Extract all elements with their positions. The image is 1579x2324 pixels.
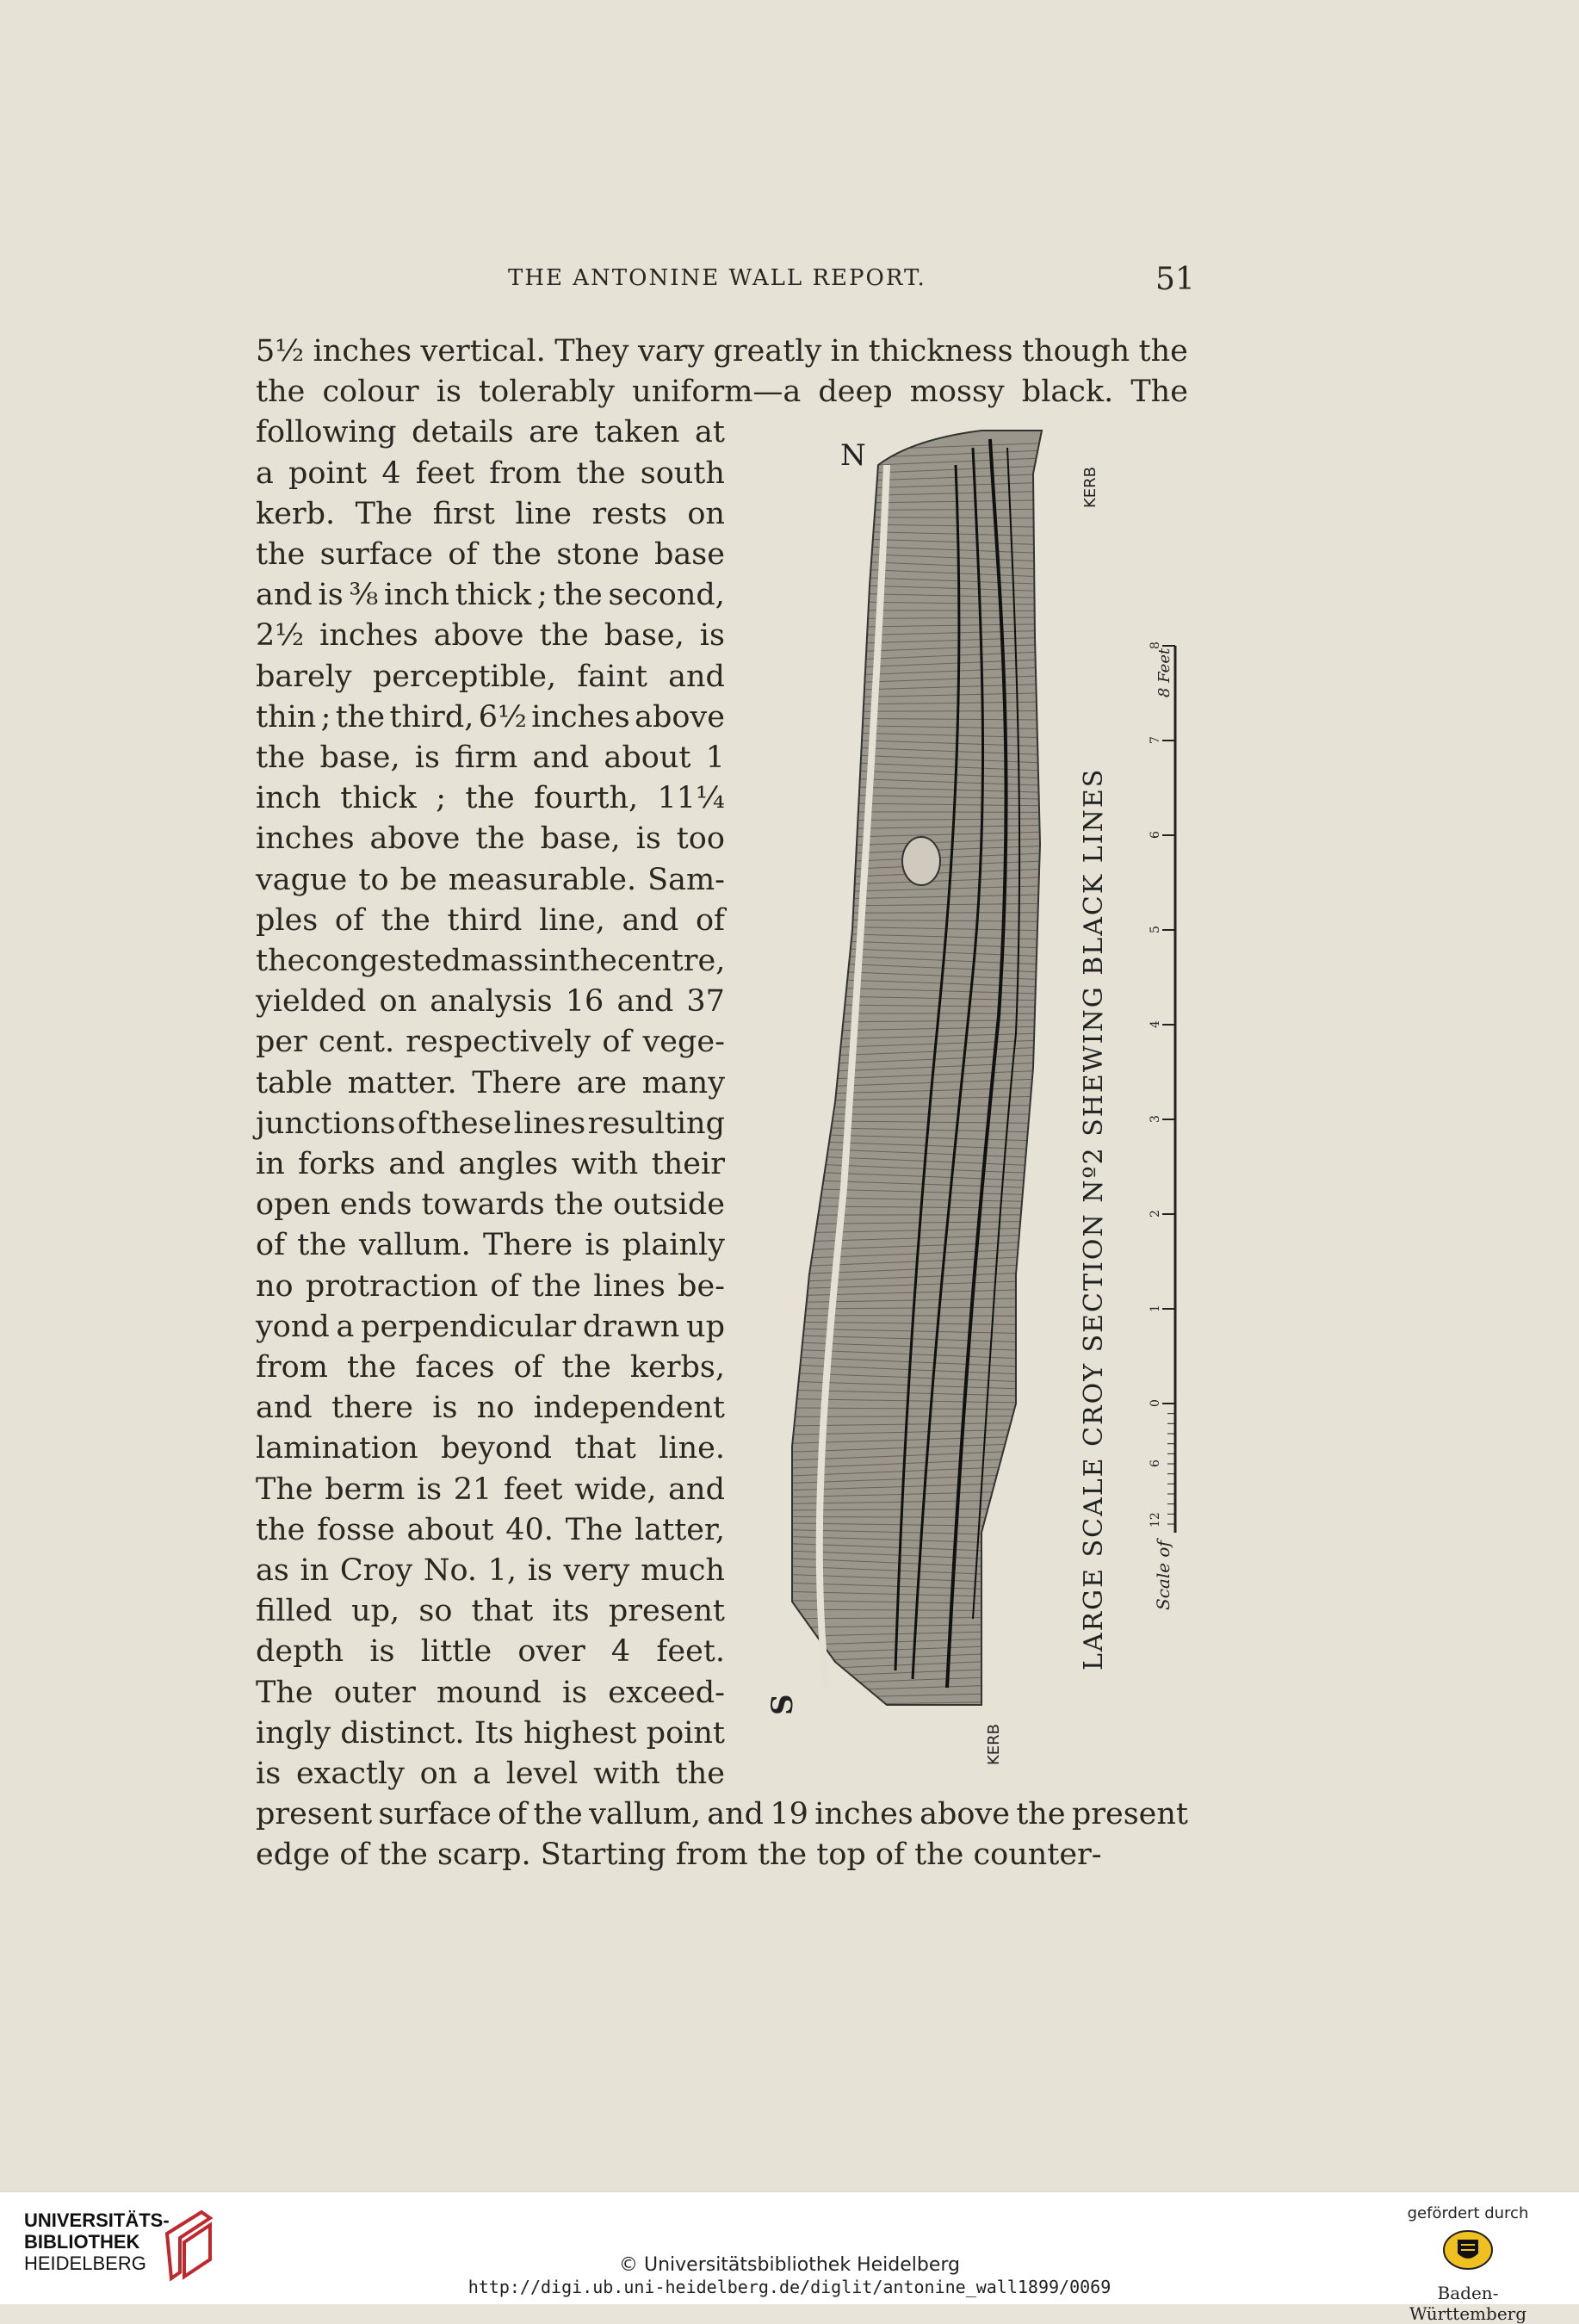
scale-tick-label: 0 (1149, 1399, 1162, 1407)
text-line: and there is no independent (256, 1388, 725, 1428)
text-line: inch thick ; the fourth, 11¼ (256, 778, 725, 819)
north-label: N (840, 438, 866, 473)
footer-bar (0, 2191, 1579, 2304)
scale-tick-label: 7 (1149, 736, 1162, 744)
text-line: filled up, so that its present (256, 1591, 725, 1632)
text-line: as in Croy No. 1, is very much (256, 1551, 725, 1591)
source-url[interactable]: http://digi.ub.uni-heidelberg.de/diglit/antonine_wall1899/0069 (0, 2277, 1579, 2297)
text-line: thin ; the third, 6½ inches above (256, 697, 725, 738)
library-line-1: UNIVERSITÄTS- (24, 2209, 170, 2231)
text-line: yond a perpendicular drawn up (256, 1307, 725, 1348)
text-line: and is ⅜ inch thick ; the second, (256, 575, 725, 616)
text-line: inches above the base, is too (256, 819, 725, 859)
scale-inch-label: 6 (1149, 1459, 1162, 1467)
text-line: of the vallum. There is plainly (256, 1225, 725, 1266)
text-line: yielded on analysis 16 and 37 (256, 982, 725, 1022)
text-line: lamination beyond that line. (256, 1428, 725, 1469)
text-line: the fosse about 40. The latter, (256, 1510, 725, 1551)
text-line: table matter. There are many (256, 1063, 725, 1104)
text-line: ingly distinct. Its highest point (256, 1714, 725, 1754)
text-line: vague to be measurable. Sam- (256, 860, 725, 901)
stone-inclusion (902, 837, 940, 885)
text-line: in forks and angles with their (256, 1144, 725, 1185)
funded-by-label: gefördert durch (1386, 2204, 1550, 2222)
text-line: a point 4 feet from the south (256, 454, 725, 494)
copyright-notice: © Universitätsbibliothek Heidelberg (0, 2254, 1579, 2276)
section-drawing (758, 413, 1214, 1774)
library-line-2: BIBLIOTHEK (24, 2231, 170, 2253)
soil-section (792, 431, 1042, 1705)
scale-tick-label: 5 (1149, 926, 1162, 933)
text-line: from the faces of the kerbs, (256, 1348, 725, 1388)
text-line: open ends towards the outside (256, 1185, 725, 1225)
text-line: 2½ inches above the base, is (256, 616, 725, 656)
text-line: kerb. The first line rests on (256, 494, 725, 535)
scale-tick-label: 8 (1149, 641, 1162, 649)
text-line: present surface of the vallum, and 19 inches above the present (256, 1794, 1188, 1835)
scale-tick-label: 3 (1149, 1115, 1162, 1123)
scale-inch-label: 12 (1149, 1512, 1162, 1528)
scale-tick-label: 4 (1149, 1020, 1162, 1028)
kerb-bottom-label: KERB (985, 1724, 1003, 1765)
running-title: THE ANTONINE WALL REPORT. (508, 265, 926, 291)
scale-tick-label: 2 (1149, 1210, 1162, 1218)
library-line-3: HEIDELBERG (24, 2253, 170, 2274)
text-line: the surface of the stone base (256, 535, 725, 575)
text-line: the colour is tolerably uniform—a deep mossy black. The (256, 372, 1188, 412)
text-line: 5½ inches vertical. They vary greatly in thickness though the (256, 332, 1188, 372)
scale-unit: 8 Feet (1155, 648, 1173, 697)
text-line: the congested mass in the centre, (256, 941, 725, 982)
south-label: S (765, 1694, 800, 1715)
scale-bar (1149, 641, 1175, 1610)
text-line: The berm is 21 feet wide, and (256, 1470, 725, 1510)
text-line: ples of the third line, and of (256, 901, 725, 941)
scale-tick-label: 6 (1149, 831, 1162, 839)
coat-of-arms-icon (1442, 2228, 1494, 2272)
funder-name: Baden-Württemberg (1386, 2283, 1550, 2324)
text-line: depth is little over 4 feet. (256, 1632, 725, 1672)
text-line: following details are taken at (256, 412, 725, 453)
figure-caption: LARGE SCALE CROY SECTION Nº2 SHEWING BLACK LINES (1079, 768, 1109, 1670)
scale-label: Scale of (1153, 1538, 1173, 1610)
text-line: the base, is firm and about 1 (256, 738, 725, 778)
kerb-top-label: KERB (1081, 467, 1099, 508)
text-line: junctions of these lines resulting (256, 1104, 725, 1144)
text-line: The outer mound is exceed- (256, 1673, 725, 1714)
text-line: is exactly on a level with the (256, 1754, 725, 1794)
funding-credit (1386, 2204, 1550, 2324)
text-line: per cent. respectively of vege- (256, 1022, 725, 1063)
text-line: no protraction of the lines be- (256, 1267, 725, 1307)
text-line: barely perceptible, faint and (256, 657, 725, 697)
text-line: edge of the scarp. Starting from the top of the counter- (256, 1835, 1188, 1875)
page-number: 51 (1155, 262, 1195, 297)
scale-tick-label: 1 (1149, 1305, 1162, 1312)
